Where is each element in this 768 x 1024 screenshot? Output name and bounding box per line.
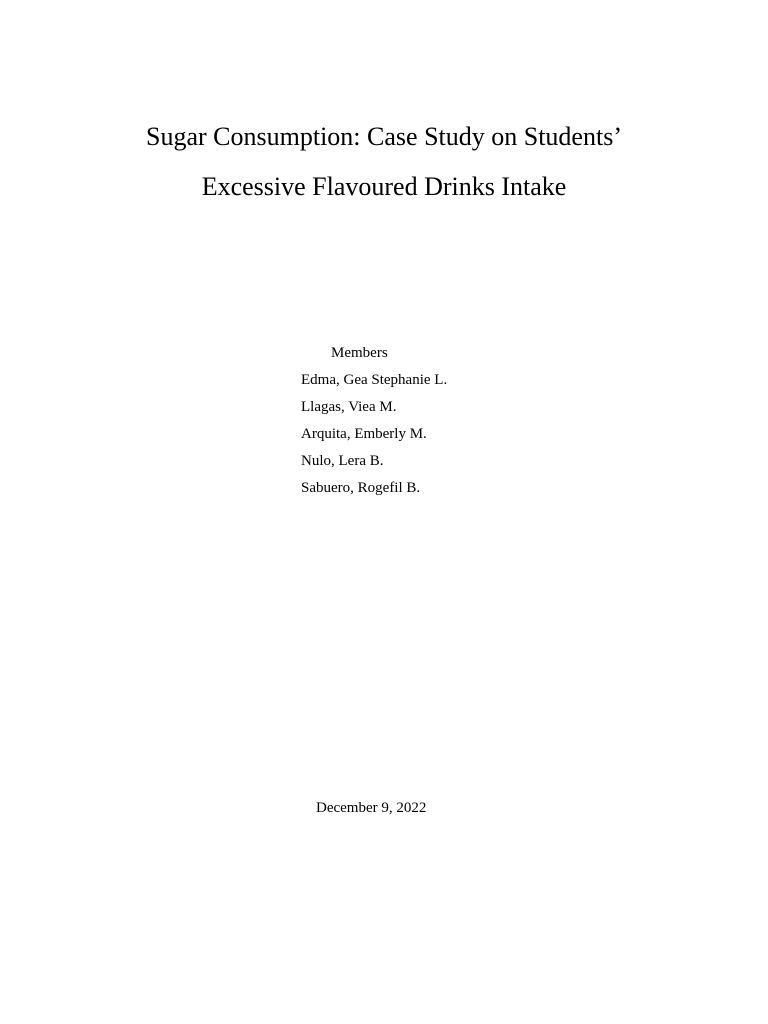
member-name: Sabuero, Rogefil B.: [301, 480, 421, 496]
member-name: Llagas, Viea M.: [301, 399, 397, 415]
title-line-2: Excessive Flavoured Drinks Intake: [201, 172, 567, 201]
member-name: Nulo, Lera B.: [301, 453, 384, 469]
member-name: Arquita, Emberly M.: [301, 426, 427, 442]
title-line-1: Sugar Consumption: Case Study on Students’: [146, 122, 622, 151]
members-heading: Members: [331, 345, 388, 361]
member-list: [301, 371, 447, 506]
member-name: Edma, Gea Stephanie L.: [301, 372, 448, 388]
document-date: December 9, 2022: [316, 800, 427, 816]
